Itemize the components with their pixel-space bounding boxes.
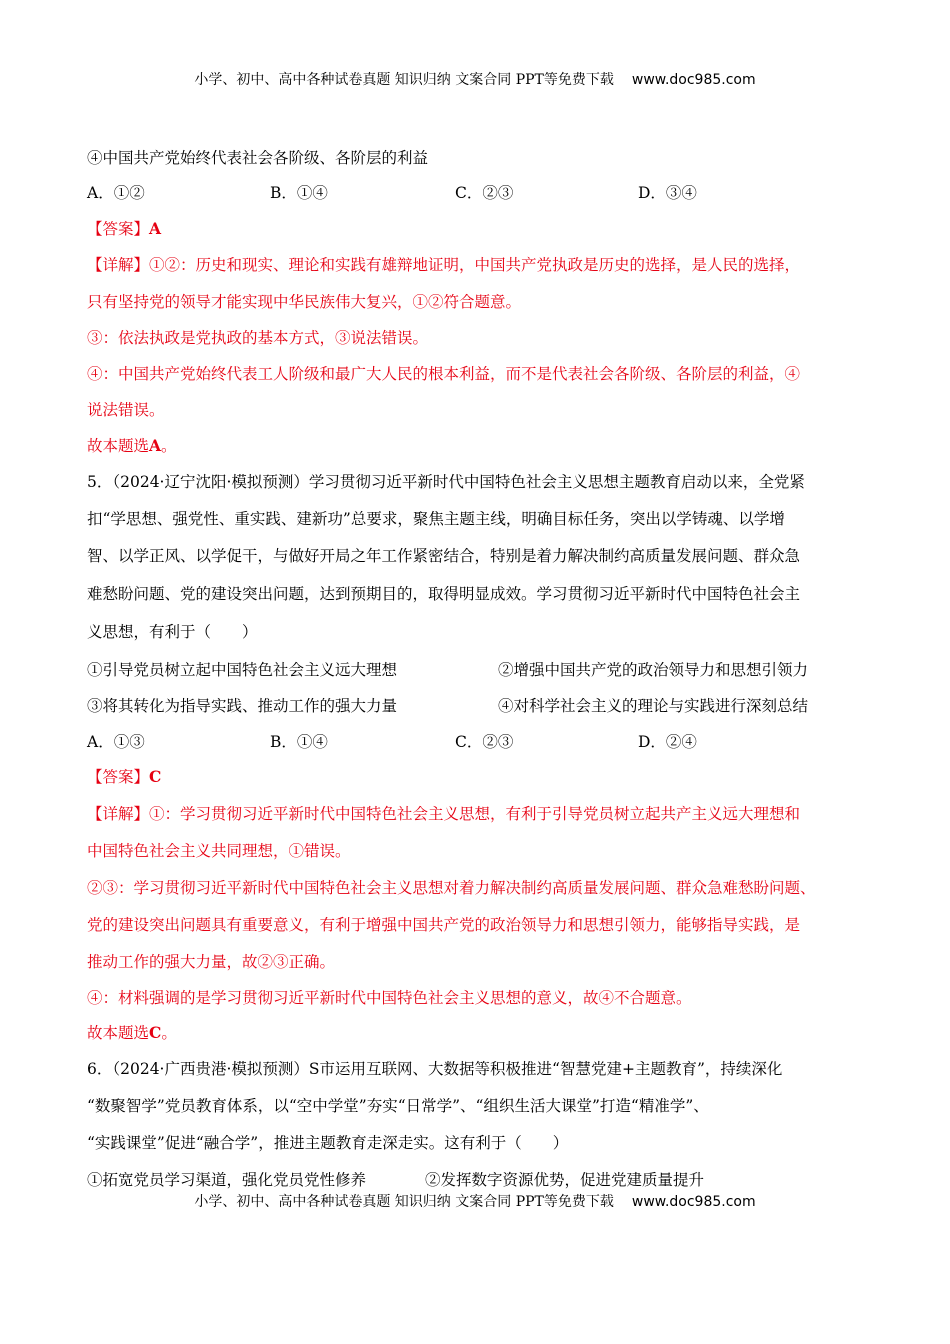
q6-item-2: ②发挥数字资源优势，促进党建质量提升: [425, 1171, 705, 1189]
q4-option-c: C．②③: [455, 184, 514, 202]
q5-item-3: ③将其转化为指导实践、推动工作的强大力量: [87, 697, 398, 715]
q6-item-1: ①拓宽党员学习渠道，强化党员党性修养: [87, 1171, 367, 1189]
q5-option-a: A．①③: [87, 733, 145, 751]
q5-detail-line: 中国特色社会主义共同理想，①错误。: [87, 842, 351, 860]
q6-stem-line: 6．（2024·广西贵港·模拟预测）S市运用互联网、大数据等积极推进“智慧党建+主题教育”，持续深化: [87, 1060, 783, 1078]
q4-item-4: ④中国共产党始终代表社会各阶级、各阶层的利益: [87, 149, 429, 167]
q5-stem-line: 难愁盼问题、党的建设突出问题，达到预期目的，取得明显成效。学习贯彻习近平新时代中国特色社会主: [87, 585, 801, 603]
q4-detail-line: 只有坚持党的领导才能实现中华民族伟大复兴，①②符合题意。: [87, 293, 522, 311]
q5-option-b: B．①④: [270, 733, 328, 751]
q5-detail-line: ④：材料强调的是学习贯彻习近平新时代中国特色社会主义思想的意义，故④不合题意。: [87, 989, 692, 1007]
q4-option-b: B．①④: [270, 184, 328, 202]
q5-stem-line: 智、以学正风、以学促干，与做好开局之年工作紧密结合，特别是着力解决制约高质量发展问题、群众急: [87, 547, 801, 565]
q5-conclusion-answer: C: [149, 1023, 162, 1042]
page-footer: [0, 1191, 950, 1211]
q5-conclusion-suffix: 。: [161, 1024, 177, 1042]
q5-stem-line: 5．（2024·辽宁沈阳·模拟预测）学习贯彻习近平新时代中国特色社会主义思想主题教育启动以来，全党紧: [87, 473, 805, 491]
page-header: [0, 69, 950, 89]
q4-conclusion: [87, 434, 177, 456]
q5-detail-line: 推动工作的强大力量，故②③正确。: [87, 953, 336, 971]
q4-conclusion-prefix: 故本题选: [87, 437, 150, 455]
q4-detail-line: ④：中国共产党始终代表工人阶级和最广大人民的根本利益，而不是代表社会各阶级、各阶层的利益，④: [87, 365, 801, 383]
q4-answer: [87, 217, 161, 239]
q4-conclusion-suffix: 。: [161, 437, 177, 455]
q5-conclusion: [87, 1021, 177, 1043]
q4-detail-line: 说法错误。: [87, 401, 165, 419]
q5-answer: [87, 765, 161, 787]
q6-stem-line: “数聚智学”党员教育体系，以“空中学堂”夯实“日常学”、“组织生活大课堂”打造“精准学”、: [87, 1097, 709, 1115]
q5-option-d: D．②④: [638, 733, 697, 751]
q5-option-c: C．②③: [455, 733, 514, 751]
footer-site-link[interactable]: www.doc985.com: [631, 1194, 756, 1210]
q5-answer-value: C: [149, 767, 162, 786]
q4-detail-line: 【详解】①②：历史和现实、理论和实践有雄辩地证明，中国共产党执政是历史的选择，是人民的选择，: [87, 256, 801, 274]
q4-answer-label: 【答案】: [87, 220, 150, 238]
q5-detail-line: 【详解】①：学习贯彻习近平新时代中国特色社会主义思想，有利于引导党员树立起共产主义远大理想和: [87, 805, 801, 823]
q5-item-1: ①引导党员树立起中国特色社会主义远大理想: [87, 661, 398, 679]
q4-conclusion-answer: A: [149, 436, 162, 455]
q5-item-2: ②增强中国共产党的政治领导力和思想引领力: [498, 661, 809, 679]
header-text: 小学、初中、高中各种试卷真题 知识归纳 文案合同 PPT等免费下载: [194, 72, 614, 88]
q5-item-4: ④对科学社会主义的理论与实践进行深刻总结: [498, 697, 809, 715]
q5-stem-line: 扣“学思想、强党性、重实践、建新功”总要求，聚焦主题主线，明确目标任务，突出以学铸魂、以学增: [87, 510, 785, 528]
footer-text: 小学、初中、高中各种试卷真题 知识归纳 文案合同 PPT等免费下载: [194, 1194, 614, 1210]
q4-answer-value: A: [149, 219, 162, 238]
q4-option-d: D．③④: [638, 184, 697, 202]
q5-answer-label: 【答案】: [87, 768, 150, 786]
q5-conclusion-prefix: 故本题选: [87, 1024, 150, 1042]
q4-detail-line: ③：依法执政是党执政的基本方式，③说法错误。: [87, 329, 429, 347]
q4-option-a: A．①②: [87, 184, 145, 202]
header-site-link[interactable]: www.doc985.com: [631, 72, 756, 88]
q6-stem-line: “实践课堂”促进“融合学”，推进主题教育走深走实。这有利于（ ）: [87, 1134, 569, 1152]
q5-detail-line: 党的建设突出问题具有重要意义，有利于增强中国共产党的政治领导力和思想引领力，能够指导实践，是: [87, 916, 801, 934]
q5-detail-line: ②③：学习贯彻习近平新时代中国特色社会主义思想对着力解决制约高质量发展问题、群众急难愁盼问题、: [87, 879, 816, 897]
q5-stem-line: 义思想，有利于（ ）: [87, 623, 258, 641]
